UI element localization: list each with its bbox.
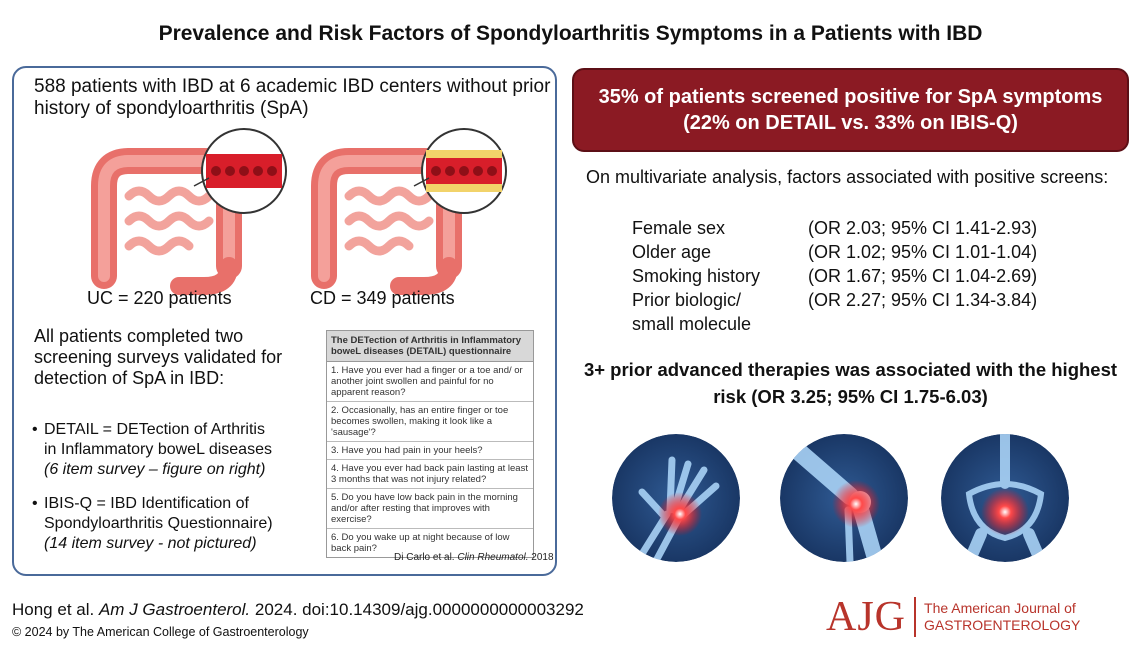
- prevalence-banner: 35% of patients screened positive for SpA symptoms (22% on DETAIL vs. 33% on IBIS-Q): [572, 68, 1129, 152]
- factor-name: Prior biologic/: [632, 290, 742, 310]
- article-journal: Am J Gastroenterol.: [98, 600, 251, 619]
- page-title: Prevalence and Risk Factors of Spondyloarthritis Symptoms in a Patients with IBD: [158, 22, 983, 45]
- uc-colon-illustration: [84, 126, 294, 296]
- factor-row: [632, 312, 1132, 336]
- article-doi: 2024. doi:10.14309/ajg.0000000000003292: [254, 600, 584, 619]
- colon-illustrations: [14, 126, 559, 306]
- factor-or: [808, 312, 1132, 336]
- factor-name: small molecule: [632, 314, 752, 334]
- article-citation: [12, 600, 584, 620]
- factor-row: [632, 264, 1132, 288]
- factor-or: (OR 2.27; 95% CI 1.34-3.84): [808, 290, 1038, 310]
- detail-line-1: DETAIL = DETection of Arthritis: [44, 421, 265, 438]
- ibisq-bullet: [32, 494, 332, 554]
- factor-name: Smoking history: [632, 266, 761, 286]
- ibisq-line-1: IBIS-Q = IBD Identification of: [44, 495, 249, 512]
- ajg-logo-letters: AJG: [826, 594, 907, 640]
- ajg-logo-text: [924, 600, 1080, 634]
- detail-subtext: (6 item survey – figure on right): [44, 461, 266, 478]
- intro-text: 588 patients with IBD at 6 academic IBD centers without prior history of spondyloarthritis (SpA): [34, 76, 551, 119]
- hip-joint-illustration: [941, 434, 1069, 562]
- questionnaire-item: 3. Have you had pain in your heels?: [327, 442, 533, 460]
- questionnaire-item: 1. Have you ever had a finger or a toe and/ or another joint swollen and painful for no apparent reason?: [327, 362, 533, 402]
- ibisq-subtext: (14 item survey - not pictured): [44, 535, 257, 552]
- cd-count-label: CD = 349 patients: [310, 288, 455, 308]
- uc-count-label: UC = 220 patients: [87, 288, 232, 308]
- factor-row: [632, 216, 1132, 240]
- ibisq-line-2: Spondyloarthritis Questionnaire): [44, 515, 273, 532]
- copyright-notice: © 2024 by The American College of Gastroenterology: [12, 625, 309, 639]
- highest-risk-text: 3+ prior advanced therapies was associated with the highest risk (OR 3.25; 95% CI 1.75-6.03): [583, 359, 1118, 407]
- bullet-mark: •: [32, 495, 38, 512]
- factor-name: Female sex: [632, 218, 726, 238]
- citation-journal: Clin Rheumatol.: [457, 552, 529, 563]
- questionnaire-item: 6. Do you wake up at night because of low back pain?: [331, 532, 510, 554]
- hand-joint-illustration: [612, 434, 740, 562]
- cd-colon-illustration: [304, 126, 514, 296]
- questionnaire-header: The DETection of Arthritis in Inflammatory boweL diseases (DETAIL) questionnaire: [327, 331, 533, 362]
- risk-factor-list: [632, 216, 1132, 336]
- citation-year: 2018: [531, 552, 554, 563]
- detail-bullet: [32, 420, 332, 480]
- questionnaire-item: 4. Have you ever had back pain lasting at least 3 months that was not injury related?: [327, 460, 533, 489]
- factor-or: (OR 1.67; 95% CI 1.04-2.69): [808, 266, 1038, 286]
- questionnaire-item: 2. Occasionally, has an entire finger or toe becomes swollen, making it look like a 'sausage'?: [327, 402, 533, 442]
- multivariate-text: On multivariate analysis, factors associated with positive screens:: [586, 167, 1109, 187]
- ajg-logo-line-2: GASTROENTEROLOGY: [924, 617, 1081, 633]
- factor-or: (OR 1.02; 95% CI 1.01-1.04): [808, 242, 1038, 262]
- knee-joint-illustration: [780, 434, 908, 562]
- questionnaire-citation: [394, 552, 554, 563]
- detail-questionnaire: [326, 330, 534, 558]
- questionnaire-item: 5. Do you have low back pain in the morning and/or after resting that improves with exercise?: [327, 489, 533, 529]
- article-authors: Hong et al.: [12, 600, 95, 619]
- factor-row: [632, 288, 1132, 312]
- study-population-panel: [12, 66, 557, 576]
- citation-authors: Di Carlo et al.: [394, 552, 455, 563]
- factor-row: [632, 240, 1132, 264]
- factor-name: Older age: [632, 242, 712, 262]
- detail-line-2: in Inflammatory boweL diseases: [44, 441, 272, 458]
- surveys-text: All patients completed two screening surveys validated for detection of SpA in IBD:: [34, 326, 283, 388]
- factor-or: (OR 2.03; 95% CI 1.41-2.93): [808, 218, 1038, 238]
- bullet-mark: •: [32, 421, 38, 438]
- ajg-logo-line-1: The American Journal of: [924, 600, 1076, 616]
- ajg-logo: [826, 592, 1080, 642]
- ajg-logo-divider: [914, 597, 916, 637]
